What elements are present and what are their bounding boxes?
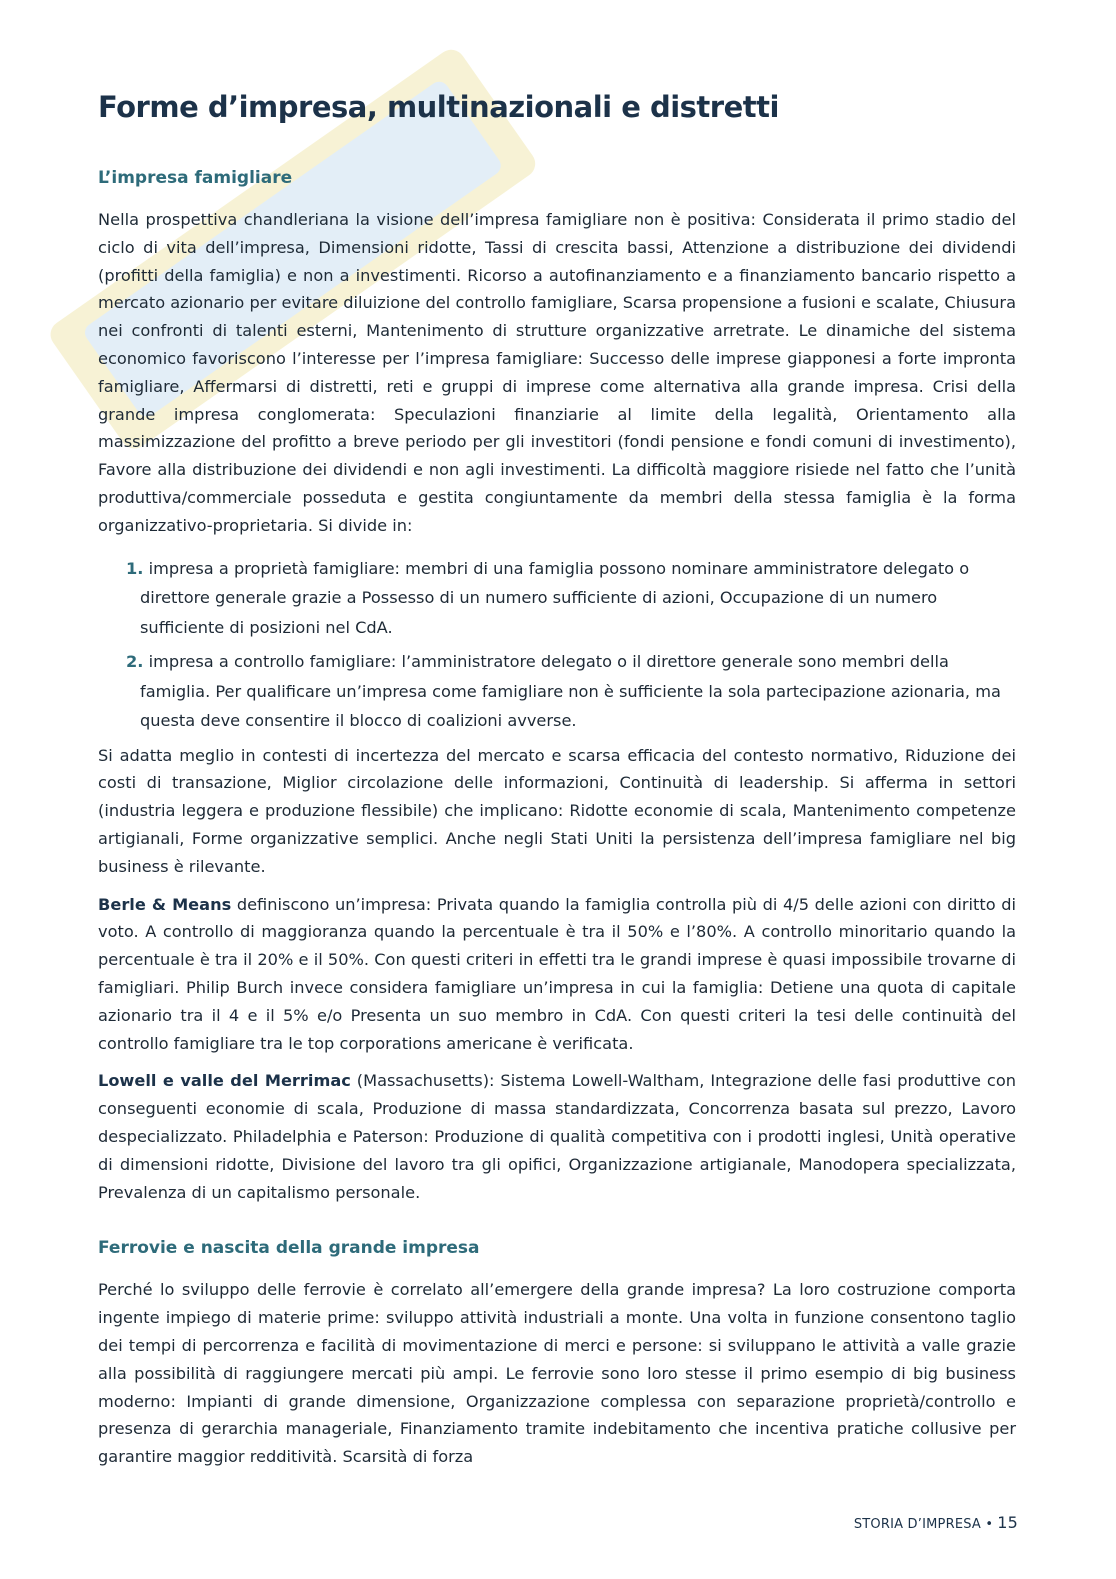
paragraph-text: (Massachusetts): Sistema Lowell-Waltham, Integrazione delle fasi produttive con conseguenti economie di scala, Produzione di massa standardizzata, Concorrenza basata sul prezzo, Lavoro despecializzato. Philadelphia e Paterson: Produzione di qualità competitiva con i prodotti inglesi, Unità operative di dimensioni ridotte, Divisione del lavoro tra gli opifici, Organizzazione artigianale, Manodopera specializzata, Prevalenza di un capitalismo personale. bbox=[98, 1071, 1016, 1202]
list-number: 1. bbox=[126, 558, 144, 578]
numbered-list bbox=[98, 554, 1016, 736]
list-item bbox=[126, 554, 1016, 643]
paragraph-berle-means bbox=[98, 891, 1016, 1058]
list-item-text: impresa a controllo famigliare: l’amministratore delegato o il direttore generale sono membri della famiglia. Per qualificare un’impresa come famigliare non è sufficiente la sola partecipazione azionaria, ma questa deve consentire il blocco di coalizioni avverse. bbox=[140, 652, 1001, 731]
list-item-text: impresa a proprietà famigliare: membri di una famiglia possono nominare amministratore delegato o direttore generale grazie a Possesso di un numero sufficiente di azioni, Occupazione di un numero sufficiente di posizioni nel CdA. bbox=[140, 558, 970, 637]
paragraph-intro: Nella prospettiva chandleriana la visione dell’impresa famigliare non è positiva: Considerata il primo stadio del ciclo di vita dell’impresa, Dimensioni ridotte, Tassi di crescita bassi, Attenzione a distribuzione dei dividendi (profitti della famiglia) e non a investimenti. Ricorso a autofinanziamento e a finanziamento bancario rispetto a mercato azionario per evitare diluizione del controllo famigliare, Scarsa propensione a fusioni e scalate, Chiusura nei confronti di talenti esterni, Mantenimento di strutture organizzative arretrate. Le dinamiche del sistema economico favoriscono l’interesse per l’impresa famigliare: Successo delle imprese giapponesi a forte impronta famigliare, Affermarsi di distretti, reti e gruppi di imprese come alternativa alla grande impresa. Crisi della grande impresa conglomerata: Speculazioni finanziarie al limite della legalità, Orientamento alla massimizzazione del profitto a breve periodo per gli investitori (fondi pensione e fondi comuni di investimento), Favore alla distribuzione dei dividendi e non agli investimenti. La difficoltà maggiore risiede nel fatto che l’unità produttiva/commerciale posseduta e gestita congiuntamente da membri della stessa famiglia è la forma organizzativo-proprietaria. Si divide in: bbox=[98, 210, 1016, 535]
page-number: 15 bbox=[997, 1513, 1018, 1532]
paragraph-ferrovie: Perché lo sviluppo delle ferrovie è correlato all’emergere della grande impresa? La loro costruzione comporta ingente impiego di materie prime: sviluppo attività industriali a monte. Una volta in funzione consentono taglio dei tempi di percorrenza e facilità di movimentazione di merci e persone: si sviluppano le attività a valle grazie alla possibilità di raggiungere mercati più ampi. Le ferrovie sono loro stesse il primo esempio di big business moderno: Impianti di grande dimensione, Organizzazione complessa con separazione proprietà/controllo e presenza di gerarchia manageriale, Finanziamento tramite indebitamento che incentiva pratiche collusive per garantire maggior redditività. Scarsità di forza bbox=[98, 1280, 1016, 1467]
section-heading-ferrovie: Ferrovie e nascita della grande impresa bbox=[98, 1238, 480, 1259]
page-footer bbox=[854, 1513, 1018, 1532]
paragraph-text: definiscono un’impresa: Privata quando la famiglia controlla più di 4/5 delle azioni con diritto di voto. A controllo di maggioranza quando la percentuale è tra il 50% e l’80%. A controllo minoritario quando la percentuale è tra il 20% e il 50%. Con questi criteri in effetti tra le grandi imprese è quasi impossibile trovarne di famigliari. Philip Burch invece considera famigliare un’impresa in cui la famiglia: Detiene una quota di capitale azionario tra il 4 e il 5% e/o Presenta un suo membro in CdA. Con questi criteri la tesi delle continuità del controllo famigliare tra le top corporations americane è verificata. bbox=[98, 894, 1017, 1053]
list-number: 2. bbox=[126, 652, 144, 672]
section-heading-impresa-famigliare: L’impresa famigliare bbox=[98, 168, 293, 188]
paragraph-contesti: Si adatta meglio in contesti di incertezza del mercato e scarsa efficacia del contesto normativo, Riduzione dei costi di transazione, Miglior circolazione delle informazioni, Continuità di leadership. Si afferma in settori (industria leggera e produzione flessibile) che implicano: Ridotte economie di scala, Mantenimento competenze artigianali, Forme organizzative semplici. Anche negli Stati Uniti la persistenza dell’impresa famigliare nel big business è rilevante. bbox=[98, 745, 1016, 876]
list-item bbox=[126, 647, 1016, 736]
lead-term: Lowell e valle del Merrimac bbox=[98, 1071, 351, 1091]
footer-label: STORIA D’IMPRESA • bbox=[853, 1517, 994, 1532]
document-page bbox=[98, 80, 1016, 1481]
paragraph-lowell bbox=[98, 1067, 1016, 1206]
lead-term: Berle & Means bbox=[98, 894, 232, 914]
page-title: Forme d’impresa, multinazionali e distretti bbox=[98, 90, 779, 124]
